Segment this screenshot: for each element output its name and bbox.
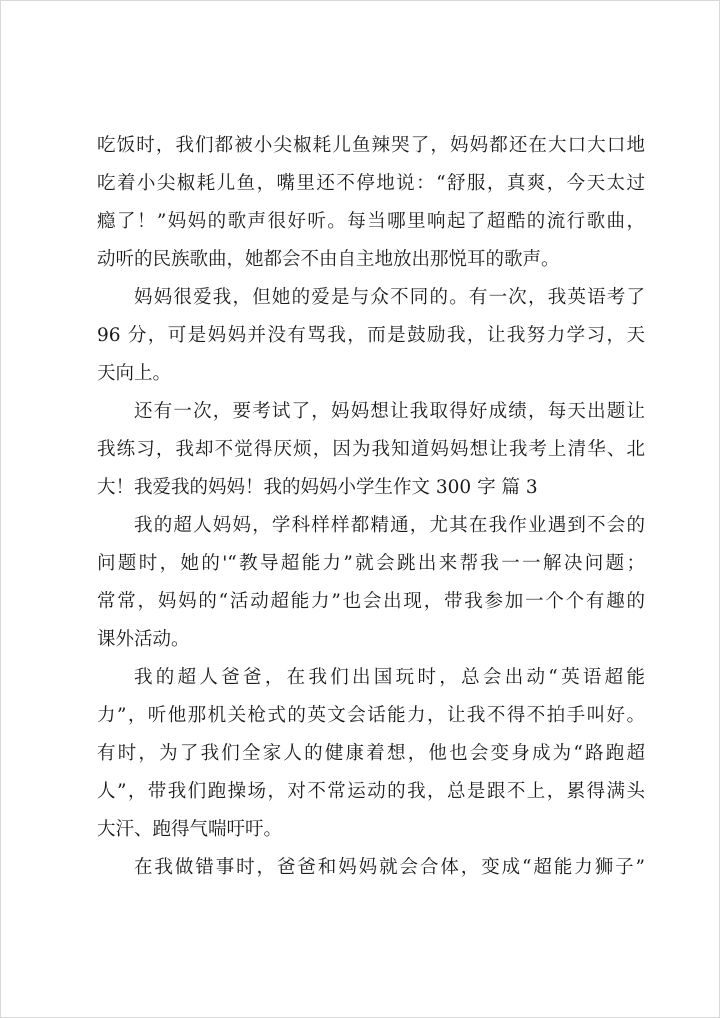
paragraph-start-line: 妈妈很爱我，但她的爱是与众不同的。有一次，我英语考了 bbox=[134, 287, 645, 308]
essay-text bbox=[97, 127, 645, 887]
text-line: 常常，妈妈的“活动超能力”也会出现，带我参加一个个有趣的 bbox=[97, 591, 645, 612]
text-line: 天向上。 bbox=[97, 363, 172, 384]
text-line: 动听的民族歌曲，她都会不由自主地放出那悦耳的歌声。 bbox=[97, 249, 560, 270]
text-line: 大汗、跑得气喘吁吁。 bbox=[97, 819, 283, 840]
text-line: 课外活动。 bbox=[97, 629, 190, 650]
text-line: 问题时，她的'“教导超能力”就会跳出来帮我一一解决问题； bbox=[97, 553, 645, 574]
paragraph-start-line: 在我做错事时，爸爸和妈妈就会合体，变成“超能力狮子” bbox=[134, 857, 645, 878]
text-line: 瘾了！”妈妈的歌声很好听。每当哪里响起了超酷的流行歌曲， bbox=[97, 211, 645, 232]
paragraph-start-line: 我的超人爸爸，在我们出国玩时，总会出动“英语超能 bbox=[134, 667, 645, 688]
paragraph-start-line: 我的超人妈妈，学科样样都精通，尤其在我作业遇到不会的 bbox=[134, 515, 645, 536]
text-line: 吃饭时，我们都被小尖椒耗儿鱼辣哭了，妈妈都还在大口大口地 bbox=[97, 135, 645, 156]
text-line: 我练习，我却不觉得厌烦，因为我知道妈妈想让我考上清华、北 bbox=[97, 439, 645, 460]
text-line: 96 分，可是妈妈并没有骂我，而是鼓励我，让我努力学习，天 bbox=[97, 325, 645, 346]
text-line: 吃着小尖椒耗儿鱼，嘴里还不停地说：“舒服，真爽，今天太过 bbox=[97, 173, 645, 194]
text-line: 有时，为了我们全家人的健康着想，他也会变身成为“路跑超 bbox=[97, 743, 645, 764]
text-line: 力”，听他那机关枪式的英文会话能力，让我不得不拍手叫好。 bbox=[97, 705, 645, 726]
text-line: 人”，带我们跑操场，对不常运动的我，总是跟不上，累得满头 bbox=[97, 781, 645, 802]
text-line: 大！我爱我的妈妈！我的妈妈小学生作文 300 字 篇 3 bbox=[97, 477, 538, 498]
paragraph-start-line: 还有一次，要考试了，妈妈想让我取得好成绩，每天出题让 bbox=[134, 401, 645, 422]
